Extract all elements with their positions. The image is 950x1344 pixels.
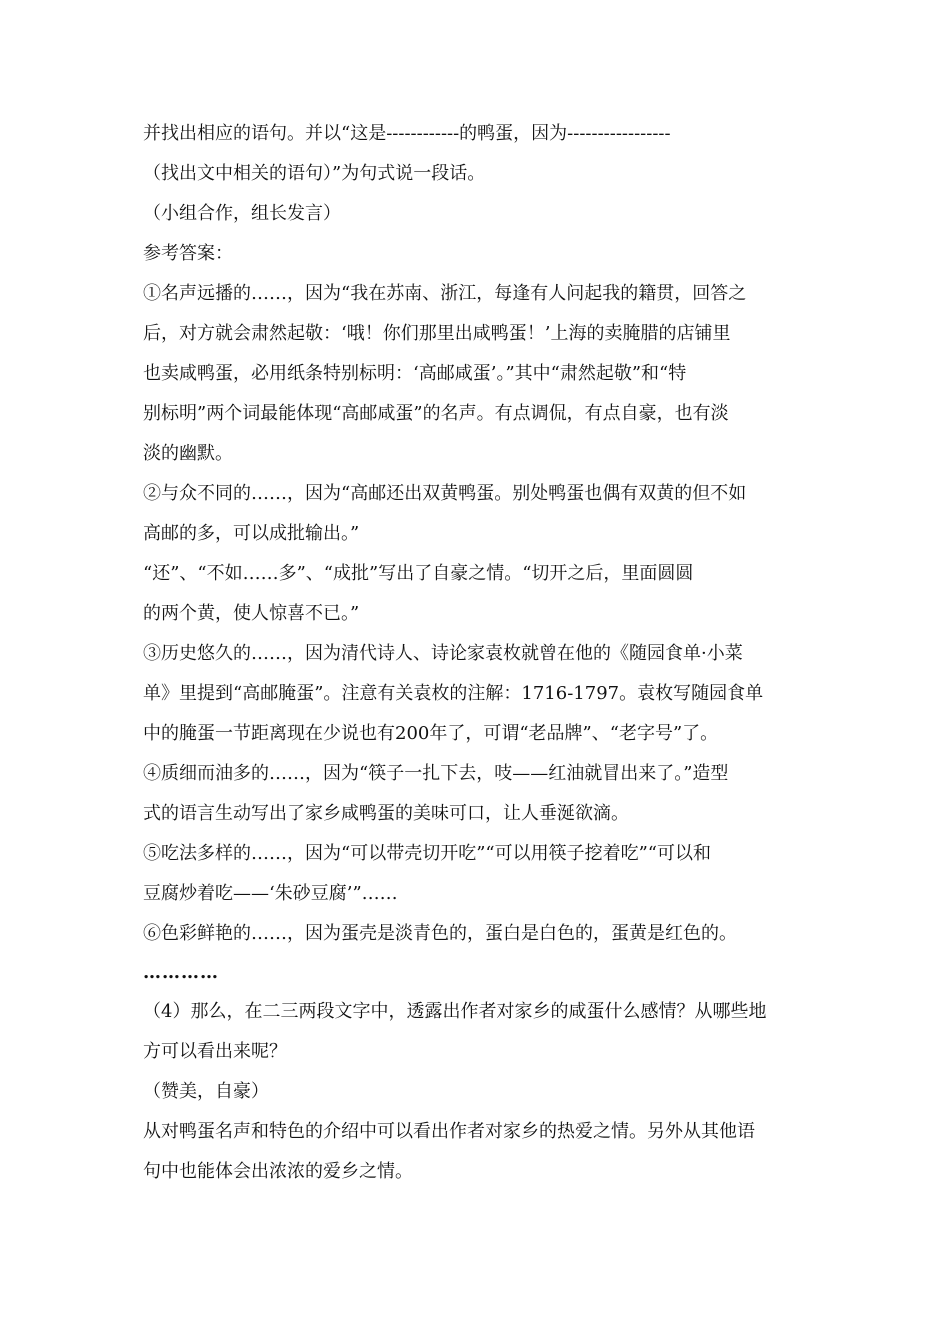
text-line: 后，对方就会肃然起敬：‘哦！你们那里出咸鸭蛋！’上海的卖腌腊的店铺里 [143,323,731,344]
text-line: 式的语言生动写出了家乡咸鸭蛋的美味可口，让人垂涎欲滴。 [143,803,629,824]
document-page [143,114,807,1192]
text-line: 句中也能体会出浓浓的爱乡之情。 [143,1161,413,1182]
text-line: ④质细而油多的……，因为“筷子一扎下去，吱——红油就冒出来了。”造型 [143,763,729,784]
text-line: 别标明”两个词最能体现“高邮咸蛋”的名声。有点调侃，有点自豪，也有淡 [143,403,729,424]
text-line: 并找出相应的语句。并以“这是------------的鸭蛋，因为----------------- [143,123,671,144]
text-line: “还”、“不如……多”、“成批”写出了自豪之情。“切开之后，里面圆圆 [143,563,694,584]
text-line: ⑥色彩鲜艳的……，因为蛋壳是淡青色的，蛋白是白色的，蛋黄是红色的。 [143,923,737,944]
text-line: （找出文中相关的语句）”为句式说一段话。 [143,163,486,184]
text-line: ⑤吃法多样的……，因为“可以带壳切开吃”“可以用筷子挖着吃”“可以和 [143,843,712,864]
text-line: 方可以看出来呢？ [143,1041,287,1062]
text-line: 从对鸭蛋名声和特色的介绍中可以看出作者对家乡的热爱之情。另外从其他语 [143,1121,755,1142]
text-line: 高邮的多，可以成批输出。” [143,523,360,544]
text-line: （小组合作，组长发言） [143,203,341,224]
text-line: 也卖咸鸭蛋，必用纸条特别标明：‘高邮咸蛋’。”其中“肃然起敬”和“特 [143,363,687,384]
text-line: ①名声远播的……，因为“我在苏南、浙江，每逢有人问起我的籍贯，回答之 [143,283,747,304]
text-line: 的两个黄，使人惊喜不已。” [143,603,360,624]
text-line: 淡的幽默。 [143,443,233,464]
text-line: 参考答案： [143,243,233,264]
text-line: （4）那么，在二三两段文字中，透露出作者对家乡的咸蛋什么感情？从哪些地 [143,1001,767,1022]
text-line: 单》里提到“高邮腌蛋”。注意有关袁枚的注解：1716-1797。袁枚写随园食单 [143,683,764,704]
text-line: 中的腌蛋一节距离现在少说也有200年了，可谓“老品牌”、“老字号”了。 [143,723,719,744]
text-line: （赞美，自豪） [143,1081,269,1102]
ellipsis-line: ………… [143,962,219,983]
text-line: 豆腐炒着吃——‘朱砂豆腐’”…… [143,883,398,904]
text-line: ②与众不同的……，因为“高邮还出双黄鸭蛋。别处鸭蛋也偶有双黄的但不如 [143,483,747,504]
text-line: ③历史悠久的……，因为清代诗人、诗论家袁枚就曾在他的《随园食单·小菜 [143,643,743,664]
